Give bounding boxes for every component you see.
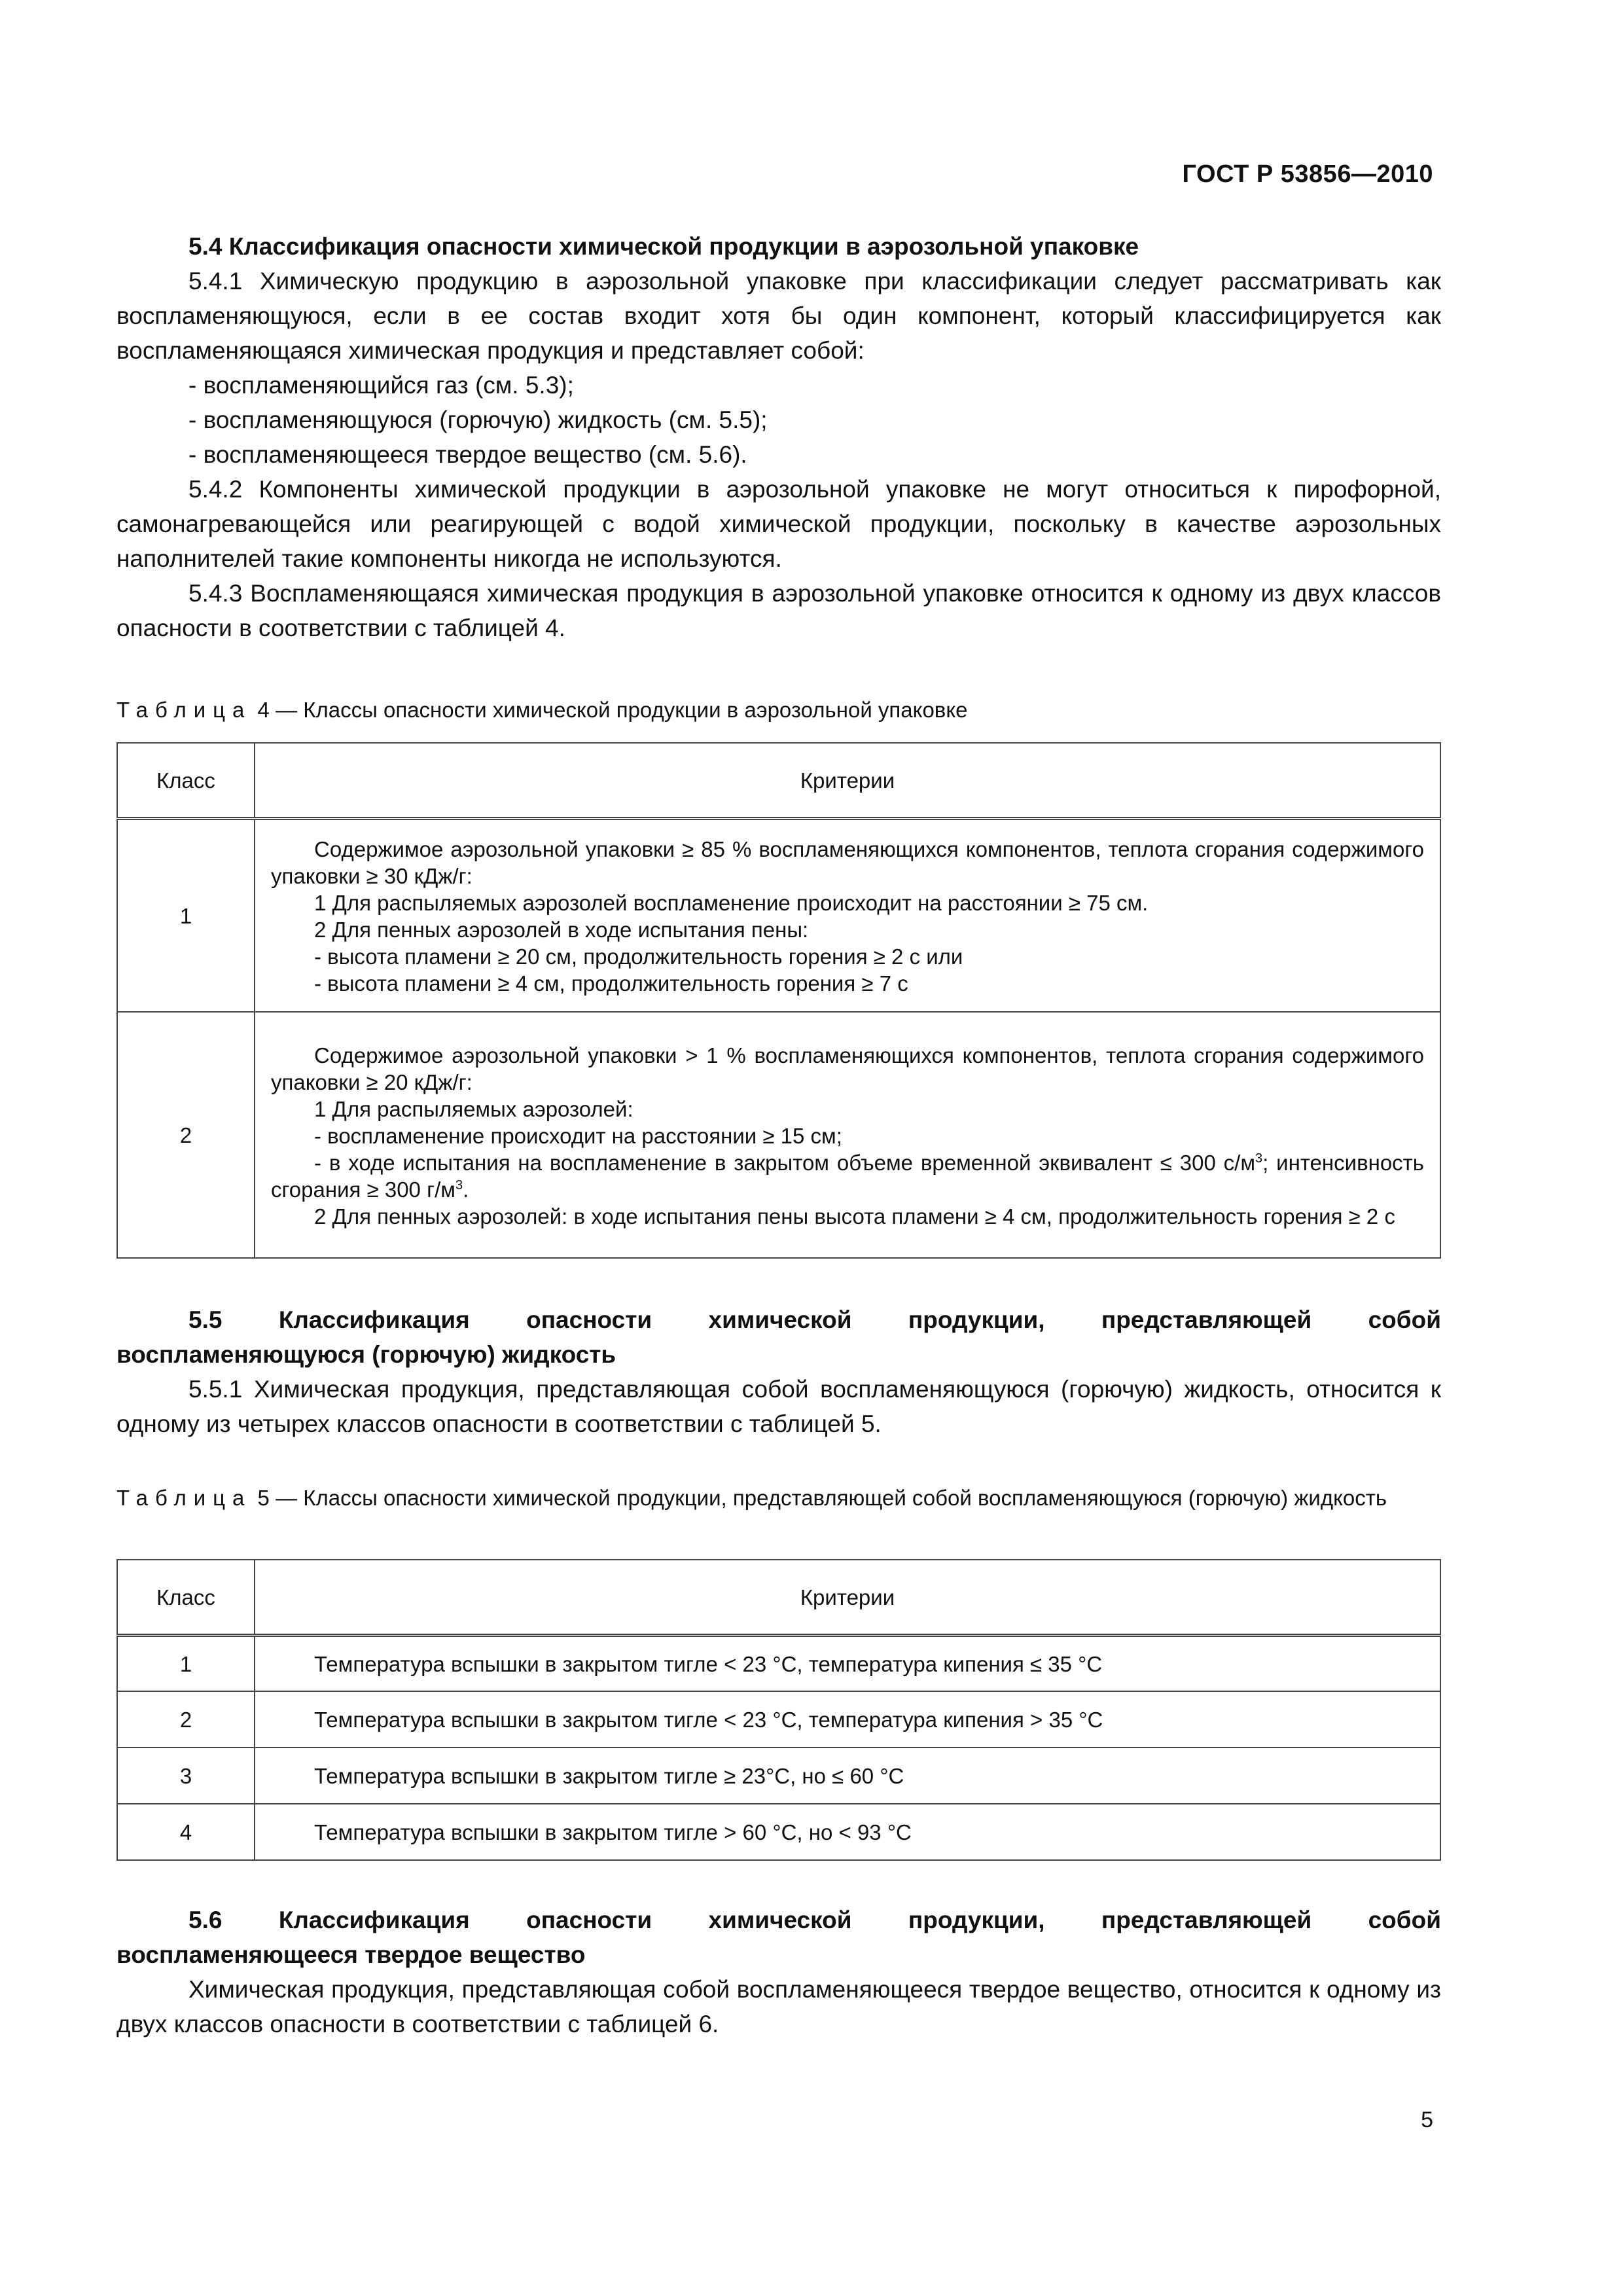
section-5-4	[116, 229, 1441, 645]
criteria-cell: Температура вспышки в закрытом тигле > 60 °C, но < 93 °C	[255, 1804, 1440, 1860]
column-header-criteria: Критерии	[255, 1560, 1440, 1636]
table-row	[117, 1636, 1440, 1692]
superscript: 3	[455, 1177, 463, 1193]
criteria-line: Содержимое аэрозольной упаковки > 1 % воспламеняющихся компонентов, теплота сгорания содержимого упаковки ≥ 20 кДж/г:	[271, 1043, 1424, 1094]
page-number: 5	[1421, 2108, 1433, 2132]
table-caption	[116, 1484, 1441, 1512]
paragraph: 5.5.1 Химическая продукция, представляющая собой воспламеняющуюся (горючую) жидкость, относится к одному из четырех классов опасности в соответствии с таблицей 5.	[116, 1376, 1441, 1437]
section-5-5	[116, 1302, 1441, 1441]
criteria-line: Содержимое аэрозольной упаковки ≥ 85 % воспламеняющихся компонентов, теплота сгорания содержимого упаковки ≥ 30 кДж/г:	[271, 837, 1424, 888]
criteria-line: - высота пламени ≥ 4 см, продолжительность горения ≥ 7 с	[314, 971, 908, 996]
superscript: 3	[1255, 1151, 1263, 1166]
paragraph: Химическая продукция, представляющая собой воспламеняющееся твердое вещество, относится к одному из двух классов опасности в соответствии с таблицей 6.	[116, 1976, 1441, 2037]
criteria-cell	[255, 819, 1440, 1013]
list-item: - воспламеняющийся газ (см. 5.3);	[188, 372, 574, 399]
section-heading: 5.5 Классификация опасности химической продукции, представляющей собой	[188, 1306, 1441, 1333]
section-heading-continuation: воспламеняющуюся (горючую) жидкость	[116, 1341, 616, 1368]
table-header-row	[117, 743, 1440, 819]
criteria-line: - воспламенение происходит на расстоянии ≥ 15 см;	[314, 1123, 842, 1148]
class-cell: 1	[117, 1636, 255, 1692]
column-header-criteria: Критерии	[255, 743, 1440, 819]
paragraph: 5.4.2 Компоненты химической продукции в аэрозольной упаковке не могут относиться к пирофорной, самонагревающейся или реагирующей с водой химической продукции, поскольку в качестве аэрозольных наполнителей такие компоненты никогда не используются.	[116, 476, 1441, 572]
list-item: - воспламеняющуюся (горючую) жидкость (см. 5.5);	[188, 406, 768, 433]
criteria-line: 2 Для пенных аэрозолей в ходе испытания пены:	[314, 918, 809, 942]
criteria-text: ; интенсивность сгорания ≥ 300 г/м	[271, 1150, 1424, 1202]
criteria-cell	[255, 1012, 1440, 1258]
table-5	[116, 1559, 1441, 1861]
table-row	[117, 1691, 1440, 1748]
criteria-cell: Температура вспышки в закрытом тигле ≥ 23°C, но ≤ 60 °C	[255, 1748, 1440, 1804]
table-caption-text: 4 — Классы опасности химической продукции в аэрозольной упаковке	[251, 698, 968, 722]
table-caption-text: 5 — Классы опасности химической продукции, представляющей собой воспламеняющуюся (горючую) жидкость	[251, 1486, 1387, 1510]
criteria-text: - в ходе испытания на воспламенение в закрытом объеме временной эквивалент ≤ 300 с/м	[314, 1150, 1256, 1175]
criteria-line: - высота пламени ≥ 20 см, продолжительность горения ≥ 2 с или	[314, 944, 963, 969]
class-cell: 4	[117, 1804, 255, 1860]
criteria-cell: Температура вспышки в закрытом тигле < 23 °C, температура кипения > 35 °C	[255, 1691, 1440, 1748]
criteria-cell: Температура вспышки в закрытом тигле < 23 °C, температура кипения ≤ 35 °C	[255, 1636, 1440, 1692]
table-caption	[116, 696, 1441, 724]
table-caption-label: Таблица	[116, 1486, 252, 1510]
table-header-row	[117, 1560, 1440, 1636]
list-item: - воспламеняющееся твердое вещество (см. 5.6).	[188, 441, 747, 468]
class-cell: 1	[117, 819, 255, 1013]
table-4	[116, 742, 1441, 1259]
criteria-line: 1 Для распыляемых аэрозолей:	[314, 1096, 633, 1121]
criteria-line: 1 Для распыляемых аэрозолей воспламенение происходит на расстоянии ≥ 75 см.	[314, 891, 1149, 915]
table-row	[117, 819, 1440, 1013]
column-header-class: Класс	[117, 743, 255, 819]
section-heading-continuation: воспламеняющееся твердое вещество	[116, 1941, 586, 1968]
paragraph: 5.4.3 Воспламеняющаяся химическая продукция в аэрозольной упаковке относится к одному из двух классов опасности в соответствии с таблицей 4.	[116, 580, 1441, 641]
table-row	[117, 1012, 1440, 1258]
section-heading: 5.6 Классификация опасности химической продукции, представляющей собой	[188, 1907, 1441, 1933]
table-caption-label: Таблица	[116, 698, 252, 722]
class-cell: 2	[117, 1691, 255, 1748]
column-header-class: Класс	[117, 1560, 255, 1636]
section-heading: 5.4 Классификация опасности химической продукции в аэрозольной упаковке	[188, 233, 1139, 260]
class-cell: 3	[117, 1748, 255, 1804]
paragraph: 5.4.1 Химическую продукцию в аэрозольной упаковке при классификации следует рассматривать как воспламеняющуюся, если в ее состав входит хотя бы один компонент, который классифицируется как воспламеняющаяся химическая продукция и представляет собой:	[116, 268, 1441, 364]
criteria-line	[271, 1149, 1424, 1203]
criteria-line: 2 Для пенных аэрозолей: в ходе испытания пены высота пламени ≥ 4 см, продолжительность горения ≥ 2 с	[314, 1204, 1395, 1229]
section-5-6	[116, 1903, 1441, 2041]
class-cell: 2	[117, 1012, 255, 1258]
table-row	[117, 1748, 1440, 1804]
criteria-text: .	[463, 1177, 469, 1202]
table-row	[117, 1804, 1440, 1860]
document-number: ГОСТ Р 53856—2010	[1182, 160, 1433, 188]
